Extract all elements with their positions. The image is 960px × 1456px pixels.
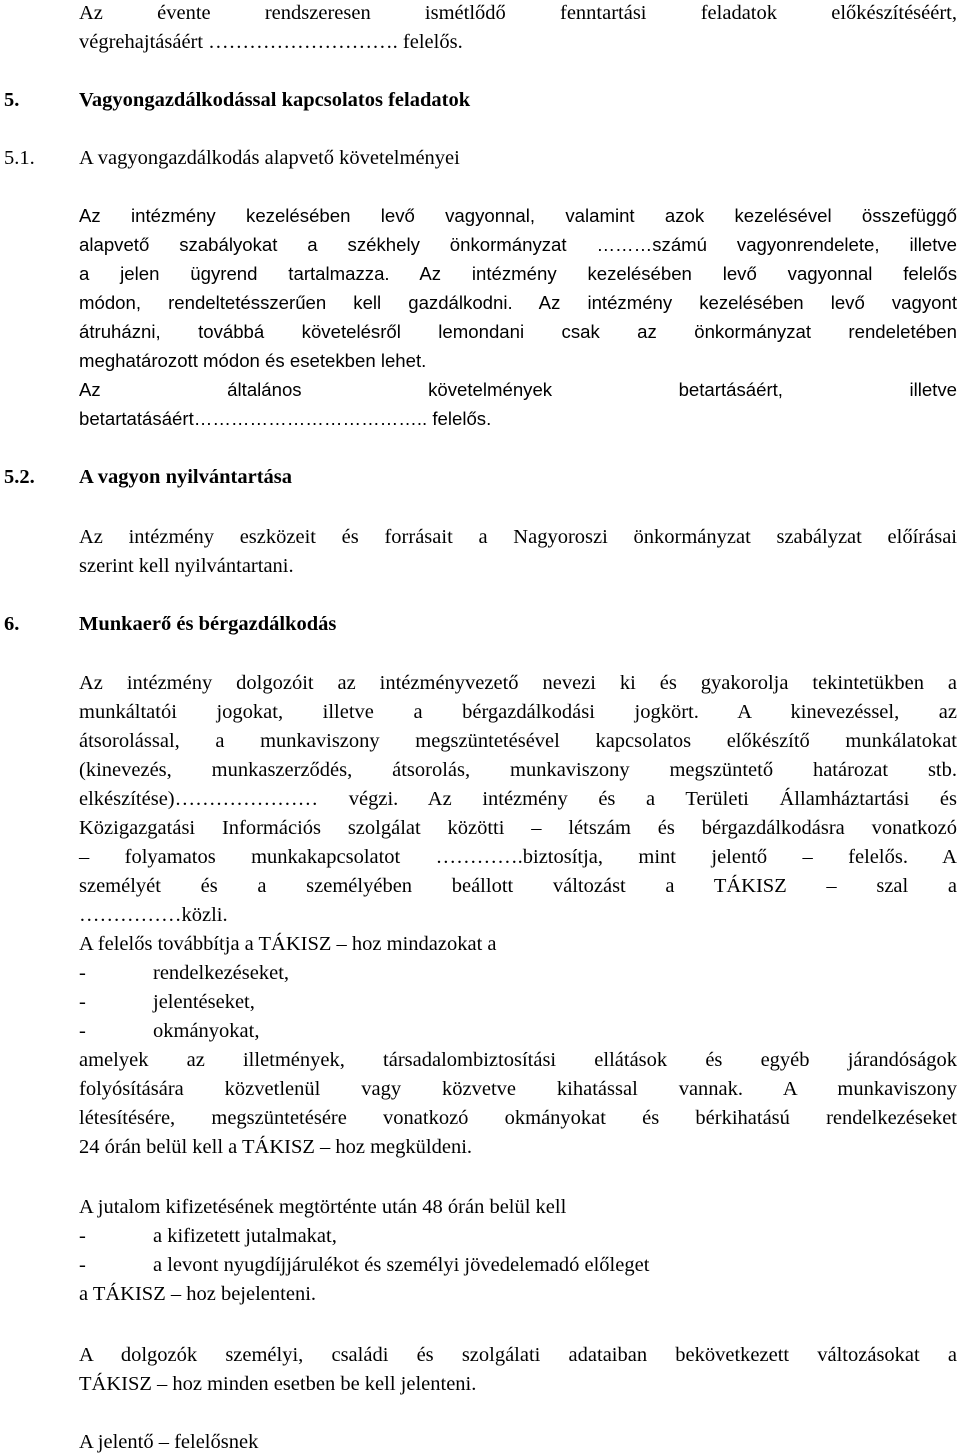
list-item: - okmányokat, [79, 1020, 260, 1042]
section-6-final-line: A jelentő – felelősnek [79, 1431, 259, 1453]
section-5-1-line: módon, rendeltetésszerűen kell gazdálkodni. Az intézmény kezelésében levő vagyont [79, 292, 957, 313]
section-5-2-line: Az intézmény eszközeit és forrásait a Nagyoroszi önkormányzat szabályzat előírásai [79, 526, 957, 548]
intro-line-2: végrehajtásáért ………………………. felelős. [79, 31, 463, 53]
section-5-1-line: átruházni, továbbá követelésről lemondani csak az önkormányzat rendeletében [79, 321, 957, 342]
section-6-para-line: amelyek az illetmények, társadalombiztosítási ellátások és egyéb járandóságok [79, 1049, 957, 1071]
section-6-para-line: Közigazgatási Információs szolgálat közötti – létszám és bérgazdálkodásra vonatkozó [79, 817, 957, 839]
section-5-2-number: 5.2. [4, 466, 35, 488]
section-6-para-line: (kinevezés, munkaszerződés, átsorolás, munkaviszony megszüntető határozat stb. [79, 759, 957, 781]
section-6-para-line: átsorolással, a munkaviszony megszüntetésével kapcsolatos előkészítő munkálatokat [79, 730, 957, 752]
section-5-1-line: a jelen ügyrend tartalmazza. Az intézmény kezelésében levő vagyonnal felelős [79, 263, 957, 284]
section-6-para-line: a TÁKISZ – hoz bejelenteni. [79, 1283, 317, 1305]
list-item: - rendelkezéseket, [79, 962, 290, 984]
section-5-1-line: Az általános követelmények betartásáért, illetve [79, 379, 957, 400]
section-5-1-line: meghatározott módon és esetekben lehet. [79, 350, 427, 371]
section-6-para-line: 24 órán belül kell a TÁKISZ – hoz megküldeni. [79, 1136, 473, 1158]
section-5-1-number: 5.1. [4, 147, 35, 169]
section-6-para-line: elkészítése)………………… végzi. Az intézmény és a Területi Államháztartási és [79, 788, 957, 810]
section-6-para-line: A jutalom kifizetésének megtörténte után 48 órán belül kell [79, 1196, 567, 1218]
section-6-number: 6. [4, 613, 20, 635]
section-5-1-line: Az intézmény kezelésében levő vagyonnal, valamint azok kezelésével összefüggő [79, 205, 957, 226]
list-item: - a levont nyugdíjjárulékot és személyi jövedelemadó előleget [79, 1254, 650, 1276]
section-6-para-line: létesítésére, megszüntetésére vonatkozó okmányokat és bérkihatású rendelkezéseket [79, 1107, 957, 1129]
section-5-number: 5. [4, 89, 20, 111]
list-item: - a kifizetett jutalmakat, [79, 1225, 337, 1247]
section-6-para-line: – folyamatos munkakapcsolatot ………….biztosítja, mint jelentő – felelős. A [79, 846, 957, 868]
section-6-para-line: TÁKISZ – hoz minden esetben be kell jelenteni. [79, 1373, 477, 1395]
section-5-1-title: A vagyongazdálkodás alapvető követelményei [79, 147, 460, 169]
section-5-2-title: A vagyon nyilvántartása [79, 466, 292, 488]
section-6-para-line: személyét és a személyében beállott változást a TÁKISZ – szal a [79, 875, 957, 897]
list-item: - jelentéseket, [79, 991, 255, 1013]
section-5-2-line: szerint kell nyilvántartani. [79, 555, 294, 577]
section-5-1-line: alapvető szabályokat a székhely önkormányzat ………számú vagyonrendelete, illetve [79, 234, 957, 255]
section-6-title: Munkaerő és bérgazdálkodás [79, 613, 337, 635]
section-6-para-line: ……………közli. [79, 904, 228, 926]
section-6-para-line: folyósítására közvetlenül vagy közvetve kihatással vannak. A munkaviszony [79, 1078, 957, 1100]
section-6-para-line: munkáltatói jogokat, illetve a bérgazdálkodási jogkört. A kinevezéssel, az [79, 701, 957, 723]
section-6-para-line: A dolgozók személyi, családi és szolgálati adataiban bekövetkezett változásokat a [79, 1344, 957, 1366]
intro-line-1: Az évente rendszeresen ismétlődő fenntartási feladatok előkészítéséért, [79, 2, 957, 24]
section-5-1-line: betartatásáért……………………………….. felelős. [79, 408, 492, 429]
section-6-para-line: Az intézmény dolgozóit az intézményvezető nevezi ki és gyakorolja tekintetükben a [79, 672, 957, 694]
section-6-para-line: A felelős továbbítja a TÁKISZ – hoz mindazokat a [79, 933, 497, 955]
section-5-title: Vagyongazdálkodással kapcsolatos feladatok [79, 89, 471, 111]
